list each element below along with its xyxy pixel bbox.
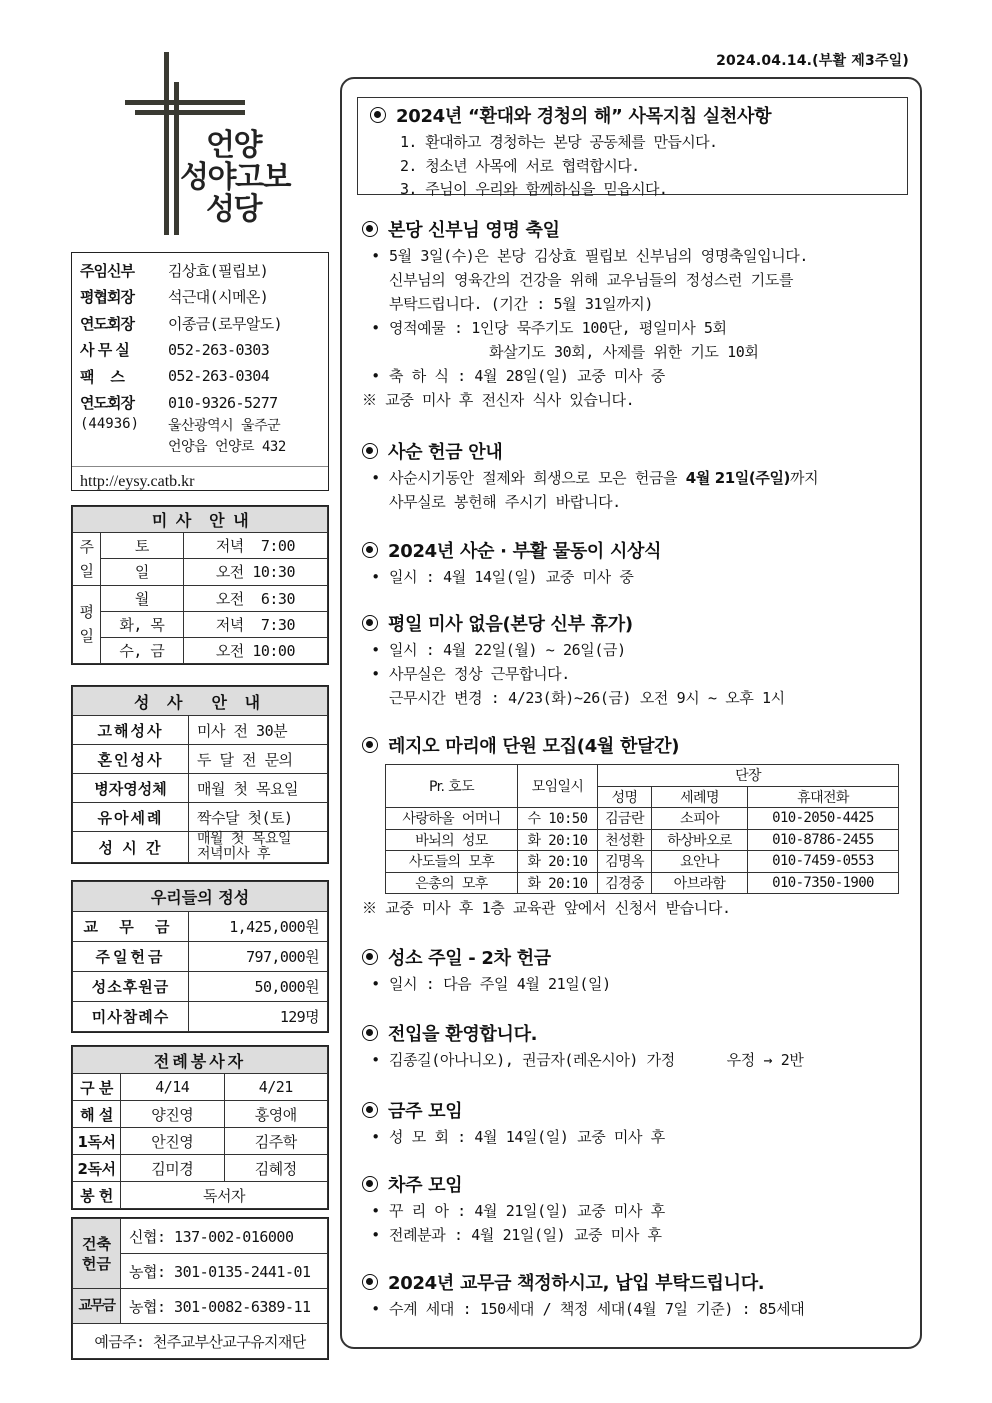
info-row: 사 무 실 052-263-0303 [80,340,270,360]
bullet-circle-icon [362,1176,378,1192]
parish-logo [120,52,300,237]
section-feast-day: 본당 신부님 영명 축일 • 5월 3일(수)은 본당 김상효 필립보 신부님의 영명축일입니다. 신부님의 영육간의 건강을 위해 교우님들의 정성스런 기도를 부탁드립니다. (기간 : 5월 31일까지) • 영적예물 : 1인당 묵주기도 100단, 평일미사 5회 화살기도 30회, 사제를 위한 기도 10회 • 축 하 식 : 4월 28일(일) 교중 미사 중 ※ 교중 미사 후 전신자 식사 있습니다. [362,216,917,412]
info-row: 연도회장 이종금(로무알도) [80,314,283,333]
legio-note: ※ 교중 미사 후 1층 교육관 앞에서 신청서 받습니다. [362,899,731,917]
bullet-circle-icon [370,107,386,123]
legio-table: Pr. 호도 모임일시 단장 성명 세례명 휴대전화 사랑하올 어머니 수 10:50 김금란 소피아 010-2050-4425 바뇌의 성모 화 20:10 천성환 하상바오로 010-8786-2455 사도들의 모후 화 20:10 김명옥 요안나 010-7459-0553 은총의 모후 화 20:10 김경중 아브라함 010-7350-1900 [385,764,899,894]
bullet-circle-icon [362,737,378,753]
offering-summary: 우리들의 정성 교 무 금 1,425,000원 주일헌금 797,000원 성소후원금 50,000원 미사참례수 129명 [71,880,329,1033]
bullet-circle-icon [362,615,378,631]
bank-accounts: 건축 헌금 신협: 137-002-016000 농협: 301-0135-2441-01 교무금 농협: 301-0082-6389-11 예금주: 천주교부산교구유지재단 [71,1217,329,1360]
sunday-label: 주 일 [73,533,101,585]
bullet-circle-icon [362,221,378,237]
bullet-circle-icon [362,1025,378,1041]
bulletin-date: 2024.04.14.(부활 제3주일) [716,53,909,69]
mass-schedule: 미 사 안 내 주 일 토 저녁 7:00 일 오전 10:30 평 일 월 오전 6:30 화, 목 저녁 7:30 수, 금 오전 10:00 [71,505,329,665]
section-welcome: 전입을 환영합니다. • 김종길(아나니오), 권금자(레온시아) 가정 우정 → 2반 [362,1020,917,1072]
bullet-circle-icon [362,1102,378,1118]
section-dues: 2024년 교무금 책정하시고, 납입 부탁드립니다. • 수계 세대 : 150세대 / 책정 세대(4월 7일 기준) : 85세대 [362,1269,917,1321]
section-next-week: 차주 모임 • 꾸 리 아 : 4월 21일(일) 교중 미사 후 • 전례분과 : 4월 21일(일) 교중 미사 후 [362,1171,917,1247]
parish-website[interactable]: http://eysy.catb.kr [72,466,328,496]
bullet-circle-icon [362,542,378,558]
table-row: 사랑하올 어머니 수 10:50 김금란 소피아 010-2050-4425 [386,808,899,830]
bullet-circle-icon [362,443,378,459]
weekday-label: 평 일 [73,585,101,664]
table-row: 사도들의 모후 화 20:10 김명옥 요안나 010-7459-0553 [386,851,899,873]
bullet-circle-icon [362,949,378,965]
sacrament-info: 성 사 안 내 고해성사 미사 전 30분 혼인성사 두 달 전 문의 병자영성체 매월 첫 목요일 유아세례 짝수달 첫(토) 성 시 간 매월 첫 목요일 저녁미사 후 [71,685,329,864]
liturgy-servers: 전례봉사자 구 분 4/14 4/21 해 설 양진영 홍영애 1독서 안진영 김주학 2독서 김미경 김혜정 봉 헌 독서자 [71,1045,329,1210]
section-no-weekday-mass: 평일 미사 없음(본당 신부 휴가) • 일시 : 4월 22일(월) ~ 26일(금) • 사무실은 정상 근무합니다. 근무시간 변경 : 4/23(화)~26(금) 오전 9시 ~ 오후 1시 [362,610,917,710]
parish-info-box [71,252,329,491]
section-lent-offering: 사순 헌금 안내 • 사순시기동안 절제와 희생으로 모은 헌금을 4월 21일(주일)까지 사무실로 봉헌해 주시기 바랍니다. [362,438,917,514]
info-row: 팩 스 052-263-0304 [80,367,270,386]
pastoral-guideline-box: 2024년 “환대와 경청의 해” 사목지침 실천사항 1. 환대하고 경청하는 본당 공동체를 만듭시다. 2. 청소년 사목에 서로 협력합시다. 3. 주님이 우리와 함께하심을 믿읍시다. [357,97,908,195]
parish-name: 언양 성야고보 성당 [180,128,290,227]
parish-address: (44936) 울산광역시 울주군 언양읍 언양로 432 [80,416,286,455]
info-row: 연도회장 010-9326-5277 [80,393,278,413]
section-this-week: 금주 모임 • 성 모 회 : 4월 14일(일) 교중 미사 후 [362,1097,917,1149]
info-row: 평협회장 석근대(시메온) [80,288,269,307]
info-row: 주임신부 김상효(필립보) [80,261,269,280]
section-legio-recruit: 레지오 마리애 단원 모집(4월 한달간) [362,732,917,758]
bullet-circle-icon [362,1274,378,1290]
table-row: 은총의 모후 화 20:10 김경중 아브라함 010-7350-1900 [386,872,899,894]
section-award: 2024년 사순 · 부활 물동이 시상식 • 일시 : 4월 14일(일) 교중 미사 중 [362,537,917,589]
section-vocation-sunday: 성소 주일 - 2차 헌금 • 일시 : 다음 주일 4월 21일(일) [362,944,917,996]
mass-title: 미 사 안 내 [73,507,328,533]
table-row: 바뇌의 성모 화 20:10 천성환 하상바오로 010-8786-2455 [386,829,899,851]
